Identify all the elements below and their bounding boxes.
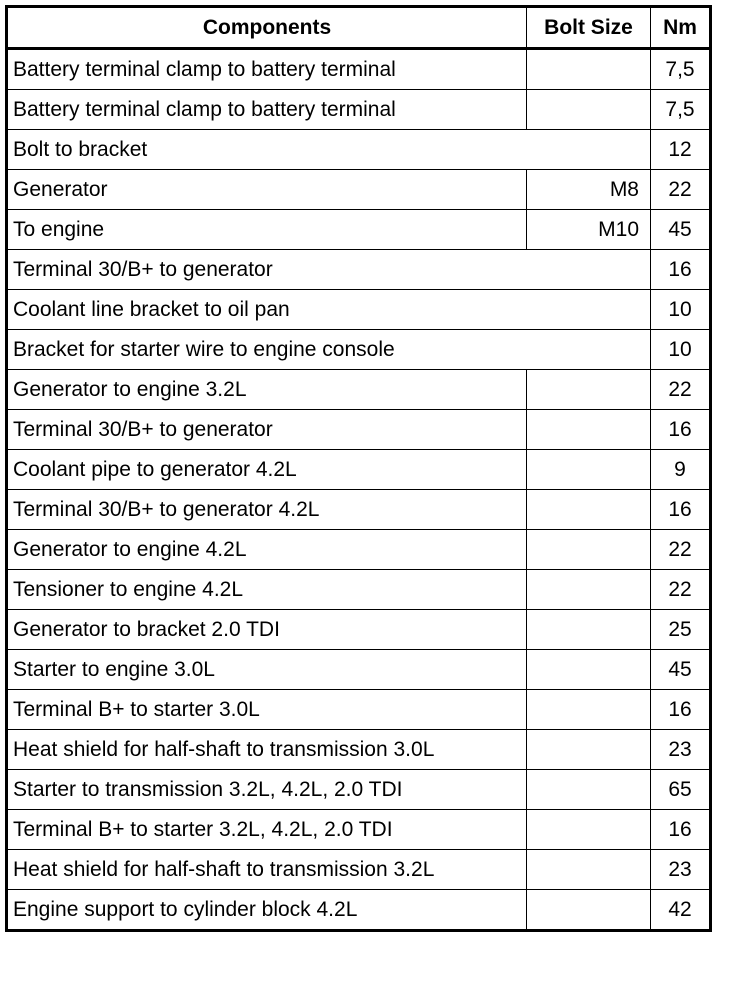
header-bolt-size: Bolt Size	[527, 7, 651, 49]
table-row	[7, 210, 711, 250]
bolt-size-cell	[527, 890, 651, 931]
torque-nm-cell: 7,5	[651, 49, 711, 90]
component-cell: Engine support to cylinder block 4.2L	[7, 890, 527, 931]
table-row	[7, 90, 711, 130]
component-cell: Coolant pipe to generator 4.2L	[7, 450, 527, 490]
table-row	[7, 730, 711, 770]
component-cell: Terminal B+ to starter 3.2L, 4.2L, 2.0 TDI	[7, 810, 527, 850]
table-row	[7, 370, 711, 410]
torque-nm-cell: 25	[651, 610, 711, 650]
table-row	[7, 610, 711, 650]
bolt-size-cell	[527, 49, 651, 90]
bolt-size-cell	[527, 450, 651, 490]
table-row	[7, 410, 711, 450]
component-cell: Starter to transmission 3.2L, 4.2L, 2.0 TDI	[7, 770, 527, 810]
torque-nm-cell: 22	[651, 530, 711, 570]
bolt-size-cell	[527, 90, 651, 130]
table-row	[7, 570, 711, 610]
table-row	[7, 650, 711, 690]
table-row	[7, 810, 711, 850]
component-cell: Terminal 30/B+ to generator 4.2L	[7, 490, 527, 530]
table-header	[7, 7, 711, 49]
bolt-size-cell: M8	[527, 170, 651, 210]
header-nm: Nm	[651, 7, 711, 49]
torque-nm-cell: 23	[651, 850, 711, 890]
torque-nm-cell: 16	[651, 690, 711, 730]
torque-nm-cell: 23	[651, 730, 711, 770]
torque-nm-cell: 7,5	[651, 90, 711, 130]
component-cell: Heat shield for half-shaft to transmission 3.0L	[7, 730, 527, 770]
torque-nm-cell: 22	[651, 370, 711, 410]
torque-nm-cell: 12	[651, 130, 711, 170]
torque-nm-cell: 16	[651, 810, 711, 850]
component-cell: Battery terminal clamp to battery terminal	[7, 49, 527, 90]
component-cell: Generator to engine 4.2L	[7, 530, 527, 570]
table-row	[7, 49, 711, 90]
bolt-size-cell	[527, 370, 651, 410]
bolt-size-cell	[527, 530, 651, 570]
bolt-size-cell	[527, 610, 651, 650]
component-cell: Generator to bracket 2.0 TDI	[7, 610, 527, 650]
table-row	[7, 530, 711, 570]
torque-nm-cell: 22	[651, 170, 711, 210]
bolt-size-cell	[527, 770, 651, 810]
component-cell: Battery terminal clamp to battery terminal	[7, 90, 527, 130]
table-row	[7, 330, 711, 370]
table-row	[7, 170, 711, 210]
torque-nm-cell: 45	[651, 650, 711, 690]
component-cell: Generator	[7, 170, 527, 210]
bolt-size-cell	[527, 730, 651, 770]
torque-nm-cell: 10	[651, 290, 711, 330]
torque-nm-cell: 42	[651, 890, 711, 931]
table-row	[7, 450, 711, 490]
component-cell: Heat shield for half-shaft to transmission 3.2L	[7, 850, 527, 890]
component-cell: Starter to engine 3.0L	[7, 650, 527, 690]
component-cell: Terminal B+ to starter 3.0L	[7, 690, 527, 730]
header-row	[7, 7, 711, 49]
torque-nm-cell: 16	[651, 490, 711, 530]
bolt-size-cell	[527, 690, 651, 730]
torque-nm-cell: 16	[651, 250, 711, 290]
torque-nm-cell: 22	[651, 570, 711, 610]
torque-nm-cell: 9	[651, 450, 711, 490]
table-row	[7, 690, 711, 730]
table-row	[7, 250, 711, 290]
bolt-size-cell	[527, 490, 651, 530]
table-row	[7, 290, 711, 330]
bolt-size-cell	[527, 650, 651, 690]
bolt-size-cell: M10	[527, 210, 651, 250]
bolt-size-cell	[527, 810, 651, 850]
table-row	[7, 770, 711, 810]
component-cell: Terminal 30/B+ to generator	[7, 250, 651, 290]
component-cell: To engine	[7, 210, 527, 250]
torque-nm-cell: 65	[651, 770, 711, 810]
torque-nm-cell: 10	[651, 330, 711, 370]
table-body	[7, 49, 711, 931]
component-cell: Tensioner to engine 4.2L	[7, 570, 527, 610]
component-cell: Terminal 30/B+ to generator	[7, 410, 527, 450]
component-cell: Coolant line bracket to oil pan	[7, 290, 651, 330]
table-row	[7, 490, 711, 530]
table-row	[7, 130, 711, 170]
table-row	[7, 890, 711, 931]
component-cell: Bracket for starter wire to engine console	[7, 330, 651, 370]
component-cell: Bolt to bracket	[7, 130, 651, 170]
bolt-size-cell	[527, 850, 651, 890]
bolt-size-cell	[527, 410, 651, 450]
bolt-size-cell	[527, 570, 651, 610]
header-components: Components	[7, 7, 527, 49]
torque-nm-cell: 16	[651, 410, 711, 450]
torque-nm-cell: 45	[651, 210, 711, 250]
component-cell: Generator to engine 3.2L	[7, 370, 527, 410]
torque-specification-table	[5, 5, 712, 932]
table-row	[7, 850, 711, 890]
